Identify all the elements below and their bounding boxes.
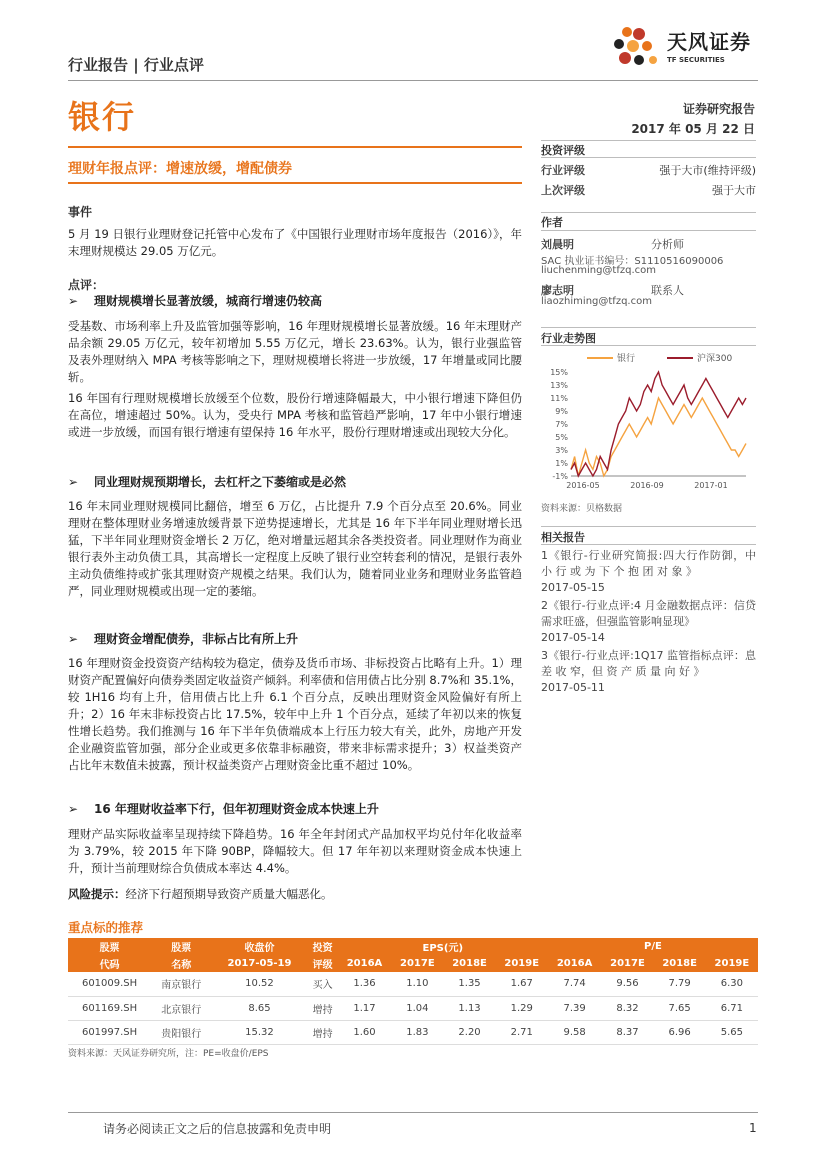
- table-header-cell: 收盘价: [211, 938, 307, 955]
- table-cell: 1.10: [391, 972, 443, 996]
- logo-text: 天风证券: [667, 30, 751, 54]
- table-header-cell: 2019E: [496, 955, 548, 972]
- table-cell: 1.60: [338, 1020, 392, 1044]
- table-cell: 9.56: [601, 972, 653, 996]
- bullet-heading: [68, 800, 522, 817]
- table-cell: 1.67: [496, 972, 548, 996]
- table-cell: 601997.SH: [68, 1020, 151, 1044]
- chart-source: 资料来源：贝格数据: [541, 504, 623, 514]
- table-cell: 增持: [308, 996, 338, 1020]
- table-cell: 6.30: [706, 972, 758, 996]
- table-header-cell: 评级: [308, 955, 338, 972]
- table-row: [68, 972, 758, 996]
- related-item-text: 2《银行-行业点评:4 月金融数据点评：信贷需求旺盛，但强监管影响显现》: [541, 599, 756, 628]
- table-cell: 2.71: [496, 1020, 548, 1044]
- table-cell: 1.17: [338, 996, 392, 1020]
- table-header-row: [68, 955, 758, 972]
- legend-label: 银行: [617, 354, 636, 364]
- table-cell: 15.32: [211, 1020, 307, 1044]
- table-cell: 1.35: [443, 972, 495, 996]
- table-cell: 北京银行: [151, 996, 211, 1020]
- page-number: 1: [749, 1121, 757, 1135]
- authors-line: [541, 230, 756, 231]
- report-subtitle: 理财年报点评：增速放缓，增配债券: [68, 161, 292, 177]
- table-cell: 7.39: [548, 996, 602, 1020]
- related-item[interactable]: [541, 548, 756, 596]
- table-cell: 601009.SH: [68, 972, 151, 996]
- x-tick-label: 2017-01: [694, 481, 728, 490]
- y-tick-label: 3%: [555, 446, 568, 455]
- table-cell: 7.74: [548, 972, 602, 996]
- table-header-cell: 名称: [151, 955, 211, 972]
- risk-text: 经济下行超预期导致资产质量大幅恶化。: [125, 887, 333, 901]
- table-header-cell: 2016A: [338, 955, 392, 972]
- rating-value: 强于大市(维持评级): [659, 164, 756, 177]
- rating-key: 行业评级: [541, 164, 585, 177]
- paragraph: 16 年理财资金投资资产结构较为稳定，债券及货币市场、非标投资占比略有上升。1）理财资产配置偏好向债券类固定收益资产倾斜。利率债和信用债占比分别 8.7%和 35.1%，较 1H16 均有上升，信用债占比上升 6.1 个百分点，反映出理财资金风险偏好有所上升；2）16 年末非标投资占比 17.5%，较年中上升 1 个百分点，延续了年初以来的恢复性增长趋势。我们推测与 16 年下半年负债端成本上行压力较大有关，此外，房地产开发企业融资监管加强，部分企业或更多依靠非标融资，带来非标需求提升；3）权益类资产占比年末数值未披露，预计权益类资产占理财资金比重不超过 10%。: [68, 656, 522, 772]
- title-divider: [68, 146, 522, 148]
- rating-top-line: [541, 140, 756, 141]
- table-cell: 9.58: [548, 1020, 602, 1044]
- related-heading: 相关报告: [541, 531, 585, 544]
- table-header-cell: 投资: [308, 938, 338, 955]
- author-email[interactable]: liaozhiming@tfzq.com: [541, 296, 652, 307]
- author-card: [541, 236, 756, 252]
- table-header-cell: 2016A: [548, 955, 602, 972]
- y-tick-label: 5%: [555, 433, 568, 442]
- sector-title: 银行: [68, 98, 137, 136]
- related-item-date: 2017-05-14: [541, 631, 605, 644]
- y-tick-label: -1%: [552, 472, 568, 481]
- paragraph: 受基数、市场利率上升及监管加强等影响，16 年理财规模增长显著放缓。16 年末理财产品余额 29.05 万亿元，较年初增加 5.55 万亿元，增长 23.63%。认为，银行业强监管及表外理财纳入 MPA 考核等影响之下，理财规模增长将进一步放缓，17 年增量或同比腰斩。: [68, 319, 522, 384]
- rating-value: 强于大市: [712, 184, 756, 197]
- stock-table: [68, 938, 758, 1045]
- related-item[interactable]: [541, 598, 756, 646]
- author-name: 刘晨明: [541, 238, 574, 251]
- rating-heading: 投资评级: [541, 144, 585, 157]
- arrow-icon: ➢: [68, 802, 79, 816]
- table-cell: 8.37: [601, 1020, 653, 1044]
- report-category: 行业报告 | 行业点评: [68, 56, 204, 74]
- bullet-text: 16 年理财收益率下行，但年初理财资金成本快速上升: [94, 802, 379, 816]
- legend-label: 沪深300: [697, 354, 733, 364]
- table-header-cell: 2019E: [706, 955, 758, 972]
- y-tick-label: 7%: [555, 420, 568, 429]
- related-item-date: 2017-05-11: [541, 681, 605, 694]
- table-cell: 1.04: [391, 996, 443, 1020]
- table-cell: 贵阳银行: [151, 1020, 211, 1044]
- arrow-icon: ➢: [68, 475, 79, 489]
- bullet-heading: [68, 473, 522, 490]
- table-cell: 6.96: [654, 1020, 706, 1044]
- report-type: 证券研究报告: [682, 102, 755, 116]
- table-title: 重点标的推荐: [68, 920, 144, 935]
- x-tick-label: 2016-05: [566, 481, 600, 490]
- report-date: 2017 年 05 月 22 日: [631, 122, 755, 136]
- related-top-line: [541, 526, 756, 527]
- table-row: [68, 996, 758, 1020]
- table-header-cell: EPS(元): [338, 938, 548, 955]
- related-item-date: 2017-05-15: [541, 581, 605, 594]
- arrow-icon: ➢: [68, 294, 79, 308]
- table-cell: 6.71: [706, 996, 758, 1020]
- author-role: 分析师: [651, 238, 684, 251]
- table-cell: 1.13: [443, 996, 495, 1020]
- risk-note: [68, 886, 522, 903]
- comment-label: 点评：: [68, 278, 105, 292]
- y-tick-label: 15%: [550, 368, 568, 377]
- table-cell: 1.29: [496, 996, 548, 1020]
- event-text: 5 月 19 日银行业理财登记托管中心发布了《中国银行业理财市场年度报告（2016）》，年末理财规模达 29.05 万亿元。: [68, 227, 522, 258]
- bullet-heading: [68, 292, 522, 309]
- table-header-cell: 2017-05-19: [211, 955, 307, 972]
- related-item[interactable]: [541, 648, 756, 696]
- y-tick-label: 11%: [550, 394, 568, 403]
- series-line-沪深300: [571, 372, 746, 476]
- table-header-row: [68, 938, 758, 955]
- table-cell: 买入: [308, 972, 338, 996]
- x-tick-label: 2016-09: [630, 481, 664, 490]
- table-cell: 1.83: [391, 1020, 443, 1044]
- table-header-cell: 2018E: [443, 955, 495, 972]
- footer-disclaimer: 请务必阅读正文之后的信息披露和免责申明: [103, 1122, 332, 1136]
- bullet-text: 同业理财规预期增长，去杠杆之下萎缩或是必然: [94, 475, 347, 489]
- paragraph: 16 年国有行理财规模增长放缓至个位数，股份行增速降幅最大，中小银行增速下降但仍在高位，增速超过 50%。认为，受央行 MPA 考核和监管趋严影响，17 年中小银行增速或进一步放缓，而国有银行增速有望保持 16 年水平，股份行理财增速或出现较大分化。: [68, 391, 522, 439]
- table-header-cell: P/E: [548, 938, 758, 955]
- subtitle-divider: [68, 182, 522, 184]
- table-cell: 8.65: [211, 996, 307, 1020]
- table-cell: 8.32: [601, 996, 653, 1020]
- paragraph: 理财产品实际收益率呈现持续下降趋势。16 年全年封闭式产品加权平均兑付年化收益率为 3.79%，较 2015 年下降 90BP，降幅较大。但 17 年年初以来理财资金成本快速上升，预计当前理财综合负债成本率达 4.4%。: [68, 827, 522, 875]
- table-cell: 增持: [308, 1020, 338, 1044]
- table-source: 资料来源：天风证券研究所，注：PE=收盘价/EPS: [68, 1049, 269, 1059]
- logo-mark-icon: [609, 24, 665, 74]
- table-cell: 7.65: [654, 996, 706, 1020]
- table-header-cell: 2017E: [391, 955, 443, 972]
- rating-line: [541, 157, 756, 158]
- bullet-heading: [68, 630, 522, 647]
- trend-chart: [541, 348, 756, 494]
- trend-top-line: [541, 327, 756, 328]
- table-header-cell: 股票: [68, 938, 151, 955]
- risk-label: 风险提示：: [68, 887, 126, 901]
- rating-key: 上次评级: [541, 184, 585, 197]
- y-tick-label: 9%: [555, 407, 568, 416]
- company-logo: [609, 24, 759, 74]
- author-role: 联系人: [651, 284, 684, 297]
- paragraph: 16 年末同业理财规模同比翻倍，增至 6 万亿，占比提升 7.9 个百分点至 20.6%。同业理财在整体理财业务增速放缓背景下逆势提速增长，尤其是 16 年下半年同业理财增长迅猛，下半年同业理财资金增长 2 万亿，绝对增量远超其余各类投资者。同业理财作为商业银行表外主动负债工具，其高增长一定程度上反映了银行业空转套利的情况，是银行表外主动负债维持或扩张其理财资产规模之结果。我们认为，随着同业业务和理财业务监管趋严，同业理财规模或出现一定的萎缩。: [68, 499, 522, 598]
- author-name: 廖志明: [541, 284, 574, 297]
- table-cell: 1.36: [338, 972, 392, 996]
- trend-heading: 行业走势图: [541, 332, 596, 345]
- related-item-text: 1《银行-行业研究简报:四大行作防御，中 小 行 或 为 下 个 抱 团 对 象 》: [541, 549, 756, 578]
- header-divider: [68, 80, 758, 81]
- authors-top-line: [541, 212, 756, 213]
- table-cell: 5.65: [706, 1020, 758, 1044]
- table-header-cell: 代码: [68, 955, 151, 972]
- table-cell: 10.52: [211, 972, 307, 996]
- table-cell: 南京银行: [151, 972, 211, 996]
- related-item-text: 3《银行-行业点评:1Q17 监管指标点评：息 差 收 窄，但 资 产 质 量 向 好 》: [541, 649, 756, 678]
- trend-line: [541, 345, 756, 346]
- author-email[interactable]: liuchenming@tfzq.com: [541, 265, 656, 276]
- event-label: 事件: [68, 205, 93, 219]
- related-line: [541, 544, 756, 545]
- author-cert: SAC 执业证书编号：S1110516090006: [541, 256, 724, 267]
- footer-divider: [68, 1112, 758, 1113]
- table-row: [68, 1020, 758, 1044]
- arrow-icon: ➢: [68, 632, 79, 646]
- authors-heading: 作者: [541, 216, 563, 229]
- table-cell: 7.79: [654, 972, 706, 996]
- bullet-text: 理财资金增配债券，非标占比有所上升: [94, 632, 299, 646]
- series-line-银行: [571, 398, 746, 476]
- table-header-cell: 2017E: [601, 955, 653, 972]
- table-cell: 601169.SH: [68, 996, 151, 1020]
- table-header-cell: 股票: [151, 938, 211, 955]
- bullet-text: 理财规模增长显著放缓，城商行增速仍较高: [94, 294, 323, 308]
- y-tick-label: 13%: [550, 381, 568, 390]
- table-cell: 2.20: [443, 1020, 495, 1044]
- y-tick-label: 1%: [555, 459, 568, 468]
- logo-subtext: TF SECURITIES: [667, 56, 725, 64]
- table-header-cell: 2018E: [654, 955, 706, 972]
